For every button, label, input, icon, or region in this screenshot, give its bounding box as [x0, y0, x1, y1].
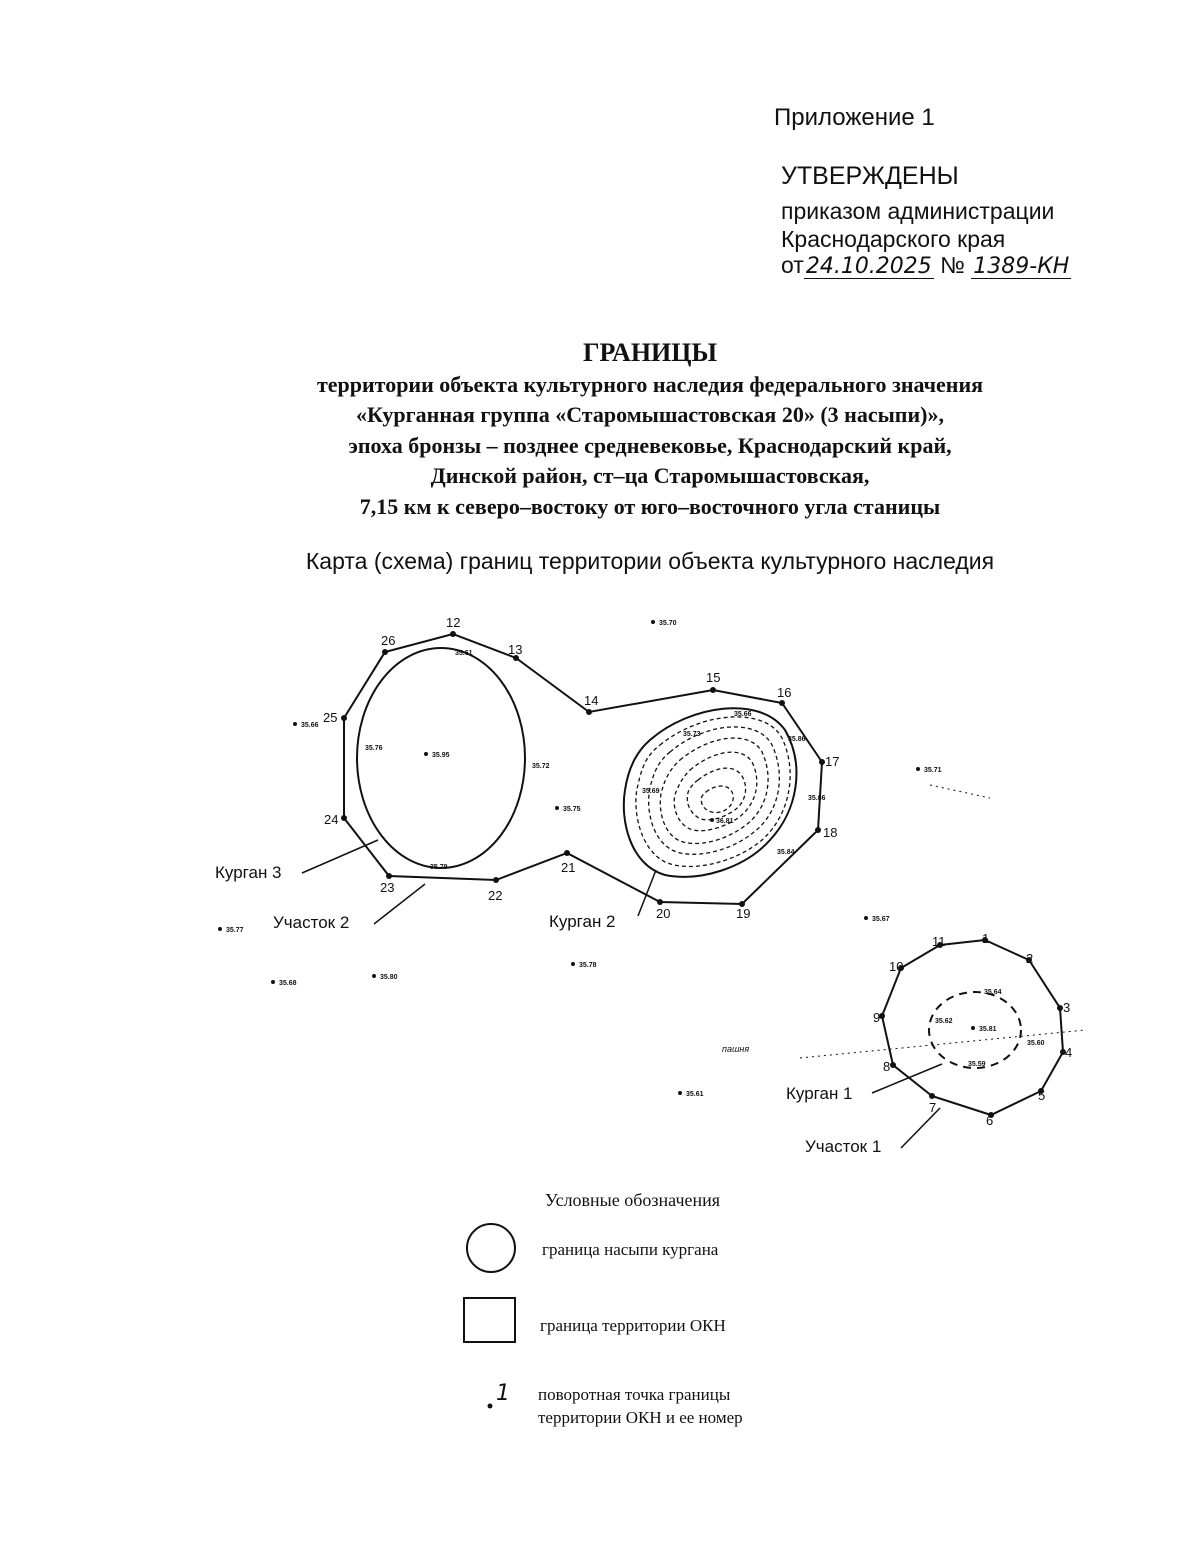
elevation-label: 35.61: [455, 650, 473, 657]
page-title: ГРАНИЦЫ: [582, 338, 718, 367]
point-label-9: 9: [873, 1010, 881, 1025]
point-label-17: 17: [825, 754, 840, 769]
elevation-label: 36.81: [716, 818, 734, 825]
elevation-dot: [293, 722, 297, 726]
turn-point-8: [890, 1062, 896, 1068]
point-label-16: 16: [777, 685, 792, 700]
elevation-label: 35.71: [924, 767, 942, 774]
order-prefix: от: [781, 252, 804, 278]
approved-by-line-1: приказом администрации: [781, 198, 1055, 224]
turn-point-12: [450, 631, 456, 637]
elevation-label: 35.70: [659, 620, 677, 627]
mound-boundary-legend-icon: [467, 1224, 515, 1272]
turn-point-legend-number: 1: [496, 1381, 510, 1406]
elevation-dot: [424, 752, 428, 756]
title-line-5: 7,15 км к северо–востоку от юго–восточного угла станицы: [359, 494, 941, 519]
point-label-21: 21: [561, 860, 576, 875]
turn-point-16: [779, 700, 785, 706]
point-label-10: 10: [889, 959, 904, 974]
legend-title: Условные обозначения: [545, 1190, 721, 1210]
point-label-11: 11: [932, 934, 946, 949]
kurgan-1-mound: [929, 992, 1021, 1068]
turn-point-legend-icon: [488, 1404, 493, 1409]
point-label-24: 24: [324, 812, 339, 827]
elevation-marks: [218, 620, 1045, 1098]
elevation-label: 35.81: [979, 1026, 997, 1033]
plot-2-label: Участок 2: [273, 913, 350, 932]
approved-by-line-2: Краснодарского края: [781, 226, 1006, 252]
turn-point-23: [386, 873, 392, 879]
elevation-label: 35.77: [226, 927, 244, 934]
point-label-12: 12: [446, 615, 461, 630]
legend-mound-boundary: граница насыпи кургана: [542, 1240, 719, 1259]
legend-turn-point-line-1: поворотная точка границы: [538, 1385, 731, 1404]
appendix-label: Приложение 1: [774, 104, 935, 131]
field-label: пашня: [722, 1044, 750, 1054]
elevation-dot: [710, 818, 714, 822]
turn-point-25: [341, 715, 347, 721]
point-label-2: 2: [1026, 951, 1034, 966]
turn-point-7: [929, 1093, 935, 1099]
point-label-7: 7: [929, 1100, 937, 1115]
point-label-18: 18: [823, 825, 838, 840]
elevation-dot: [864, 916, 868, 920]
elevation-label: 35.67: [872, 916, 890, 923]
elevation-label: 35.79: [430, 864, 448, 871]
plot-1-label: Участок 1: [805, 1137, 882, 1156]
elevation-label: 35.86: [788, 736, 806, 743]
elevation-label: 35.59: [968, 1061, 986, 1068]
turn-point-21: [564, 850, 570, 856]
elevation-label: 35.95: [432, 752, 450, 759]
turn-point-20: [657, 899, 663, 905]
point-label-14: 14: [584, 693, 599, 708]
point-label-6: 6: [986, 1113, 994, 1128]
order-number-label: №: [940, 252, 965, 278]
elevation-label: 35.60: [1027, 1040, 1045, 1047]
territory-boundary-legend-icon: [464, 1298, 515, 1342]
turn-point-15: [710, 687, 716, 693]
elevation-label: 35.72: [532, 763, 550, 770]
legend-territory-boundary: граница территории ОКН: [540, 1316, 726, 1335]
point-label-19: 19: [736, 906, 751, 921]
turn-point-22: [493, 877, 499, 883]
turn-point-26: [382, 649, 388, 655]
point-label-8: 8: [883, 1059, 891, 1074]
elevation-label: 35.62: [935, 1018, 953, 1025]
elevation-label: 35.68: [279, 980, 297, 987]
elevation-dot: [678, 1091, 682, 1095]
kurgan-2-label: Курган 2: [549, 912, 616, 931]
title-line-1: территории объекта культурного наследия федерального значения: [316, 372, 984, 397]
order-date: 24.10.2025: [805, 254, 932, 279]
title-line-3: эпоха бронзы – позднее средневековье, Краснодарский край,: [348, 433, 952, 458]
elevation-label: 35.66: [301, 722, 319, 729]
elevation-label: 35.78: [579, 962, 597, 969]
point-label-13: 13: [508, 642, 523, 657]
elevation-label: 35.66: [734, 711, 752, 718]
point-label-20: 20: [656, 906, 671, 921]
kurgan-1-label: Курган 1: [786, 1084, 853, 1103]
turn-point-24: [341, 815, 347, 821]
map-caption: Карта (схема) границ территории объекта культурного наследия: [305, 548, 995, 574]
elevation-label: 35.69: [642, 788, 660, 795]
elevation-label: 35.75: [563, 806, 581, 813]
point-label-3: 3: [1063, 1000, 1071, 1015]
elevation-label: 35.61: [686, 1091, 704, 1098]
elevation-label: 35.76: [365, 745, 383, 752]
point-label-23: 23: [380, 880, 395, 895]
elevation-label: 35.64: [984, 989, 1002, 996]
turn-point-14: [586, 709, 592, 715]
point-label-5: 5: [1038, 1088, 1046, 1103]
point-label-22: 22: [488, 888, 503, 903]
kurgan-3-label: Курган 3: [215, 863, 282, 882]
elevation-dot: [218, 927, 222, 931]
point-label-4: 4: [1065, 1045, 1073, 1060]
title-line-2: «Курганная группа «Старомышастовская 20» (3 насыпи)»,: [356, 402, 944, 427]
title-line-4: Динской район, ст–ца Старомышастовская,: [430, 463, 870, 488]
point-label-1: 1: [982, 931, 990, 946]
elevation-dot: [571, 962, 575, 966]
elevation-label: 35.84: [777, 849, 795, 856]
elevation-dot: [651, 620, 655, 624]
elevation-dot: [271, 980, 275, 984]
elevation-label: 35.73: [683, 731, 701, 738]
legend-turn-point-line-2: территории ОКН и ее номер: [538, 1408, 743, 1427]
elevation-dot: [555, 806, 559, 810]
elevation-dot: [971, 1026, 975, 1030]
point-label-26: 26: [381, 633, 396, 648]
elevation-label: 35.86: [808, 795, 826, 802]
approved-heading: УТВЕРЖДЕНЫ: [781, 162, 959, 190]
elevation-label: 35.80: [380, 974, 398, 981]
elevation-dot: [916, 767, 920, 771]
point-label-25: 25: [323, 710, 338, 725]
order-number: 1389-КН: [973, 254, 1070, 279]
turn-point-18: [815, 827, 821, 833]
elevation-dot: [372, 974, 376, 978]
point-label-15: 15: [706, 670, 721, 685]
